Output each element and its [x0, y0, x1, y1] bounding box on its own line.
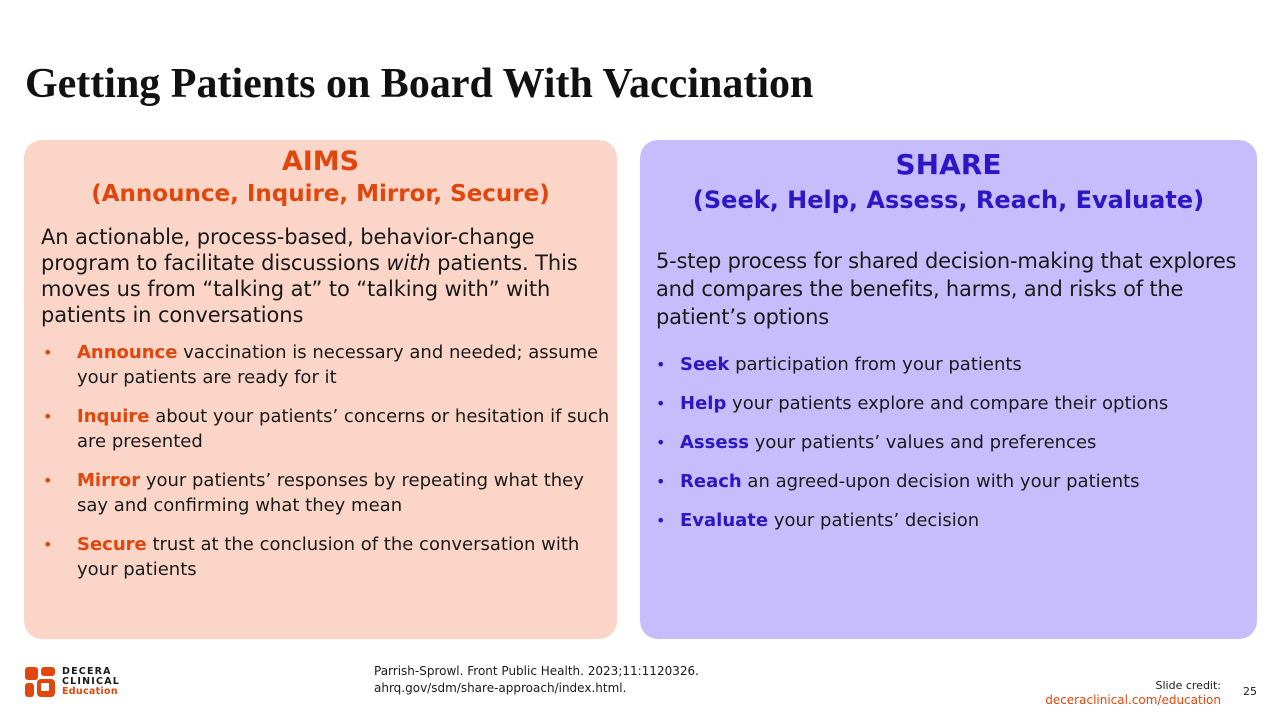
bullet-icon: •: [43, 535, 53, 554]
share-bullet-item: [656, 508, 1246, 533]
share-bullet-item: [656, 430, 1246, 455]
bullet-keyword: Assess: [680, 432, 749, 453]
aims-bullet-item: [41, 404, 611, 454]
bullet-text: your patients’ decision: [768, 510, 980, 531]
bullet-keyword: Announce: [77, 342, 178, 363]
bullet-text: vaccination is necessary and needed; assume your patients are ready for it: [77, 342, 599, 388]
aims-heading: AIMS: [281, 146, 360, 177]
aims-heading-block: [24, 146, 617, 210]
bullet-icon: •: [43, 471, 53, 490]
bullet-keyword: Secure: [77, 534, 147, 555]
share-bullet-list: [656, 352, 1246, 547]
bullet-keyword: Evaluate: [680, 510, 769, 531]
aims-subheading: (Announce, Inquire, Mirror, Secure): [91, 181, 550, 207]
share-heading: SHARE: [895, 148, 1002, 181]
bullet-text: trust at the conclusion of the conversation with your patients: [77, 534, 580, 580]
aims-bullet-list: [41, 340, 611, 596]
logo-line-2: CLINICAL: [62, 676, 121, 687]
bullet-icon: •: [43, 343, 53, 362]
slide-credit-link[interactable]: deceraclinical.com/education: [1045, 693, 1221, 707]
bullet-text: your patients’ responses by repeating what they say and confirming what they mean: [77, 470, 584, 516]
bullet-text: your patients’ values and preferences: [749, 432, 1097, 453]
logo-line-1: DECERA: [62, 666, 112, 677]
bullet-icon: •: [656, 355, 666, 374]
reference-1: Parrish-Sprowl. Front Public Health. 2023;11:1120326.: [374, 664, 699, 678]
bullet-text: about your patients’ concerns or hesitation if such are presented: [77, 406, 610, 452]
share-subheading: (Seek, Help, Assess, Reach, Evaluate): [692, 186, 1205, 214]
slide-credit: [1045, 679, 1221, 707]
aims-bullet-item: [41, 532, 611, 582]
aims-bullet-item: [41, 340, 611, 390]
share-heading-block: [640, 148, 1257, 218]
share-panel: [640, 140, 1257, 639]
page-number: 25: [1243, 685, 1257, 698]
bullet-keyword: Mirror: [77, 470, 141, 491]
logo-wordmark: [62, 667, 120, 697]
share-bullet-item: [656, 469, 1246, 494]
share-bullet-item: [656, 352, 1246, 377]
bullet-icon: •: [43, 407, 53, 426]
decera-logo-icon: [25, 667, 55, 697]
bullet-icon: •: [656, 511, 666, 530]
aims-panel: [24, 140, 617, 639]
references: [374, 663, 699, 697]
aims-description-emphasis: with: [386, 251, 431, 275]
decera-logo: [25, 667, 135, 699]
bullet-icon: •: [656, 394, 666, 413]
slide-title: Getting Patients on Board With Vaccination: [25, 61, 814, 107]
aims-bullet-item: [41, 468, 611, 518]
aims-description-part2: patients. This moves us from “talking at” to “talking with” with patients in conversations: [41, 251, 578, 327]
slide-credit-label: Slide credit:: [1155, 679, 1221, 692]
logo-line-3: Education: [62, 686, 118, 697]
bullet-icon: •: [656, 472, 666, 491]
bullet-text: an agreed-upon decision with your patients: [741, 471, 1140, 492]
share-description: 5-step process for shared decision-making that explores and compares the benefits, harms, and risks of the patient’s options: [656, 249, 1237, 329]
bullet-keyword: Seek: [680, 354, 730, 375]
bullet-keyword: Inquire: [77, 406, 150, 427]
bullet-text: participation from your patients: [729, 354, 1022, 375]
aims-description: [41, 224, 606, 328]
share-bullet-item: [656, 391, 1246, 416]
bullet-keyword: Help: [680, 393, 727, 414]
bullet-text: your patients explore and compare their options: [726, 393, 1169, 414]
bullet-icon: •: [656, 433, 666, 452]
reference-2: ahrq.gov/sdm/share-approach/index.html.: [374, 681, 627, 695]
bullet-keyword: Reach: [680, 471, 742, 492]
aims-description-part1: An actionable, process-based, behavior-change program to facilitate discussions: [41, 225, 535, 275]
